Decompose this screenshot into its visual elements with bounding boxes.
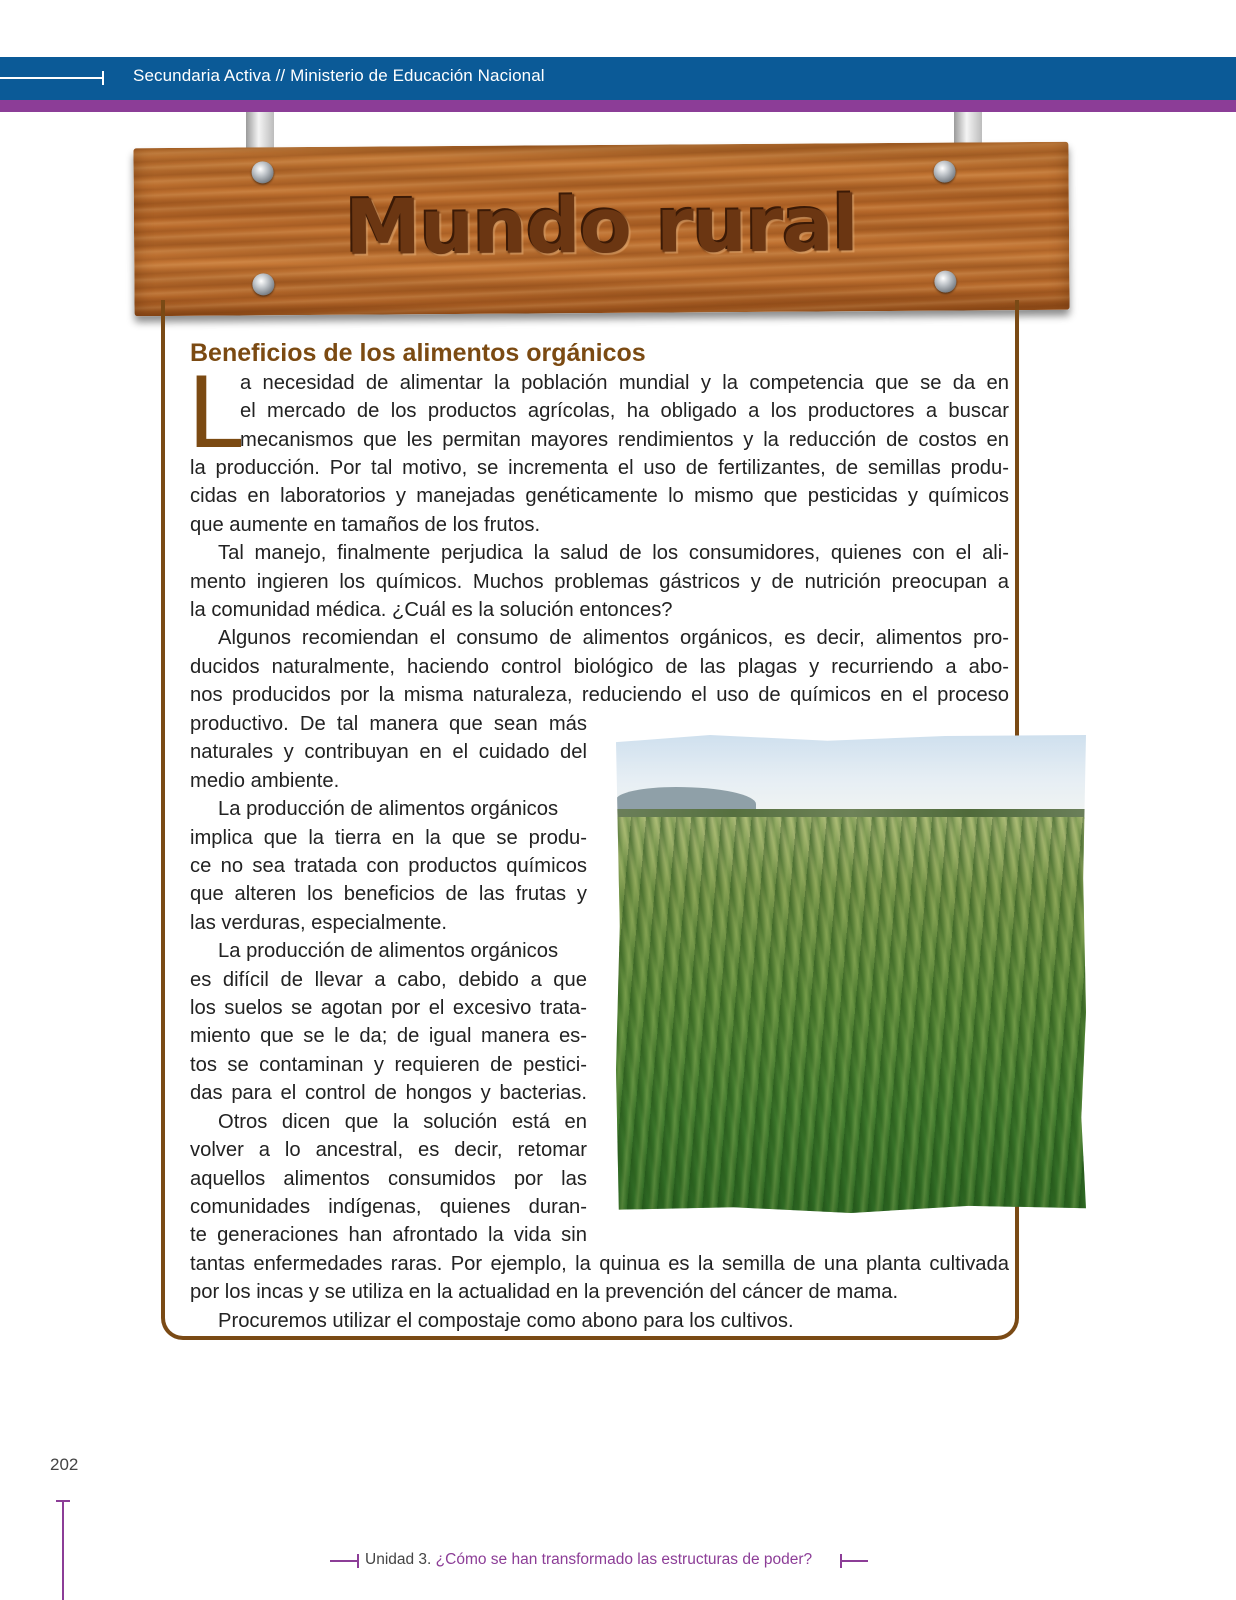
header-rule: [0, 77, 104, 79]
footer-vertical-rule: [62, 1500, 64, 1600]
text-line: mecanismos que les permitan mayores rendimientos y la reducción de costos en: [240, 428, 1009, 451]
text-line: comunidades indígenas, quienes duran-: [190, 1195, 587, 1218]
article-body-end: [190, 1250, 1009, 1335]
text-line: que aumente en tamaños de los frutos.: [190, 513, 541, 536]
header-rule-tick: [102, 71, 104, 85]
cornfield-photo: [616, 735, 1086, 1213]
bolt-icon: [934, 271, 956, 293]
footer-unit-title: [365, 1551, 812, 1569]
text-line: medio ambiente.: [190, 769, 340, 792]
footer-vertical-tick: [56, 1500, 70, 1502]
text-line: implica que la tierra en la que se produ-: [190, 826, 587, 849]
article-intro: [240, 369, 1009, 454]
text-line: La producción de alimentos orgánicos: [218, 798, 559, 821]
text-line: mento ingieren los químicos. Muchos problemas gástricos y de nutrición preocupan a: [190, 570, 1009, 593]
text-line: los suelos se agotan por el excesivo trata-: [190, 997, 587, 1020]
text-line: productivo. De tal manera que sean más: [190, 713, 587, 735]
text-line: nos producidos por la misma naturaleza, reduciendo el uso de químicos en el proceso: [190, 684, 1009, 707]
text-line: es difícil de llevar a cabo, debido a que: [190, 968, 587, 991]
footer-rule-right: [840, 1560, 868, 1562]
sign-post-left: [246, 112, 274, 152]
text-line: La producción de alimentos orgánicos: [218, 940, 559, 963]
text-line: por los incas y se utiliza en la actualidad en la prevención del cáncer de mama.: [190, 1281, 899, 1304]
text-line: te generaciones han afrontado la vida sin: [190, 1224, 587, 1247]
text-line: Otros dicen que la solución está en: [218, 1110, 587, 1133]
photo-field: [616, 817, 1086, 1213]
text-line: miento que se le da; de igual manera es-: [190, 1025, 587, 1048]
text-line: que alteren los beneficios de las frutas y: [190, 883, 587, 906]
text-line: ducidos naturalmente, haciendo control biológico de las plagas y recurriendo a abo-: [190, 655, 1009, 678]
bolt-icon: [252, 161, 274, 183]
text-line: cidas en laboratorios y manejadas genéticamente lo mismo que pesticidas y químicos: [190, 485, 1009, 508]
page-number: 202: [50, 1455, 79, 1474]
text-line: tantas enfermedades raras. Por ejemplo, la quinua es la semilla de una planta cultivada: [190, 1253, 1009, 1275]
footer-unit-question: ¿Cómo se han transformado las estructuras de poder?: [435, 1551, 813, 1568]
text-line: volver a lo ancestral, es decir, retomar: [190, 1139, 587, 1162]
text-line: la comunidad médica. ¿Cuál es la solución entonces?: [190, 599, 673, 622]
drop-cap: L: [187, 357, 242, 471]
header-accent-stripe: [0, 100, 1236, 112]
footer-tick-left: [357, 1554, 359, 1568]
article-body-narrow: [190, 710, 587, 1250]
wooden-sign: [133, 142, 1069, 317]
series-title: Secundaria Activa // Ministerio de Educación Nacional: [133, 66, 545, 85]
text-line: a necesidad de alimentar la población mundial y la competencia que se da en: [240, 372, 1009, 394]
article-body-full: [190, 454, 1009, 710]
text-line: la producción. Por tal motivo, se incrementa el uso de fertilizantes, de semillas produ-: [190, 457, 1009, 479]
footer-tick-right: [840, 1554, 842, 1568]
text-line: el mercado de los productos agrícolas, ha obligado a los productores a buscar: [240, 400, 1009, 423]
text-line: naturales y contribuyan en el cuidado del: [190, 741, 587, 764]
text-line: las verduras, especialmente.: [190, 911, 447, 934]
text-line: Procuremos utilizar el compostaje como abono para los cultivos.: [218, 1309, 794, 1332]
bolt-icon: [252, 273, 274, 295]
section-heading: Beneficios de los alimentos orgánicos: [190, 339, 646, 367]
footer-rule-left: [330, 1560, 358, 1562]
footer-unit-label: Unidad 3.: [365, 1551, 432, 1568]
text-line: ce no sea tratada con productos químicos: [190, 855, 587, 878]
text-line: Tal manejo, finalmente perjudica la salud de los consumidores, quienes con el ali-: [218, 542, 1009, 565]
text-line: das para el control de hongos y bacterias.: [190, 1082, 587, 1105]
text-line: aquellos alimentos consumidos por las: [190, 1167, 587, 1190]
text-line: tos se contaminan y requieren de pestici-: [190, 1053, 587, 1076]
text-line: Algunos recomiendan el consumo de alimentos orgánicos, es decir, alimentos pro-: [218, 627, 1009, 650]
page-title: Mundo rural: [344, 179, 858, 272]
